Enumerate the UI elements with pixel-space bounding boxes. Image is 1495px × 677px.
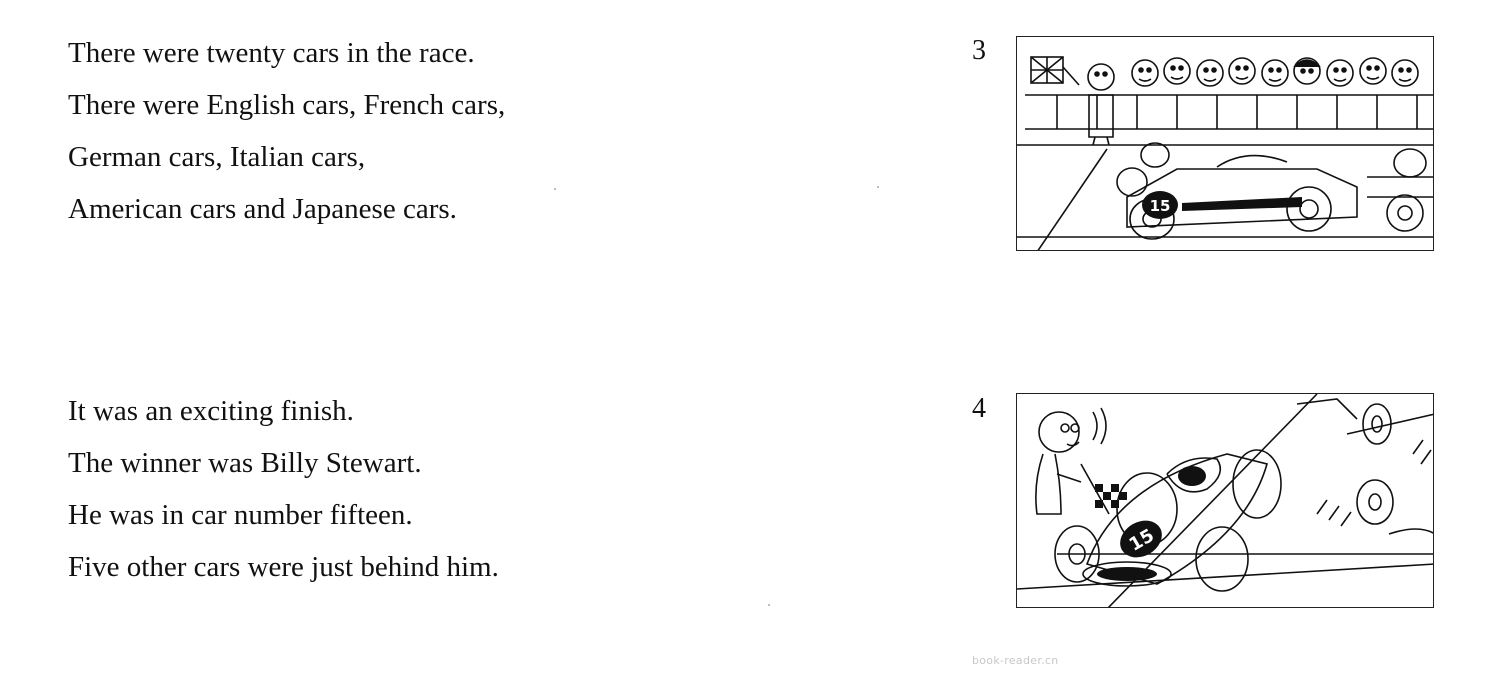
- picture-number-4: 4: [972, 393, 986, 424]
- text-line: Five other cars were just behind him.: [68, 551, 499, 583]
- car-number-label: 15: [1149, 197, 1171, 215]
- passage-section-4: [68, 385, 499, 593]
- scan-speck: [768, 604, 770, 606]
- text-line: He was in car number fifteen.: [68, 499, 413, 531]
- text-line: American cars and Japanese cars.: [68, 193, 457, 225]
- passage-section-3: [68, 27, 505, 235]
- scan-speck: [877, 186, 879, 188]
- race-start-drawing: [1017, 37, 1434, 251]
- watermark: book-reader.cn: [972, 654, 1059, 667]
- text-line: It was an exciting finish.: [68, 395, 354, 427]
- picture-number-3: 3: [972, 35, 986, 66]
- illustration-race-start: [1016, 36, 1434, 251]
- race-finish-drawing: [1017, 394, 1434, 608]
- illustration-race-finish: [1016, 393, 1434, 608]
- scan-speck: [554, 188, 556, 190]
- text-line: There were twenty cars in the race.: [68, 37, 475, 69]
- car-number-label: 15: [1125, 524, 1158, 556]
- text-line: There were English cars, French cars,: [68, 89, 506, 121]
- text-line: German cars, Italian cars,: [68, 141, 366, 173]
- text-line: The winner was Billy Stewart.: [68, 447, 422, 479]
